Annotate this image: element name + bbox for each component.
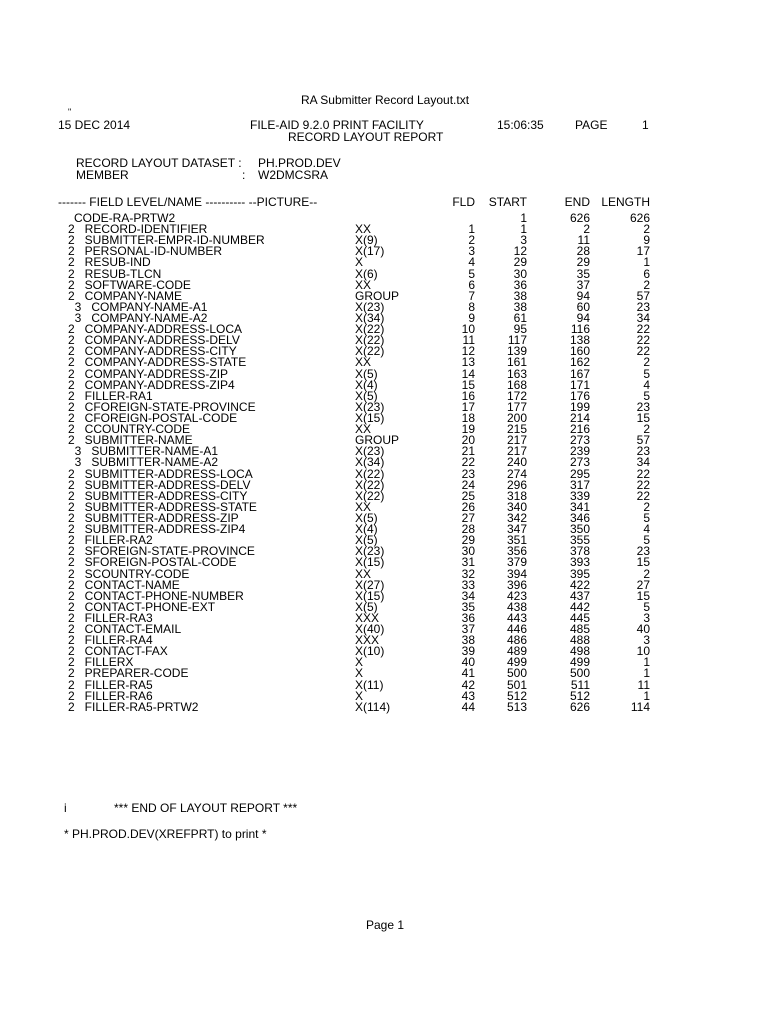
- field-length: 23: [636, 399, 650, 414]
- picture: X(4): [355, 377, 378, 392]
- end-position: 2: [583, 222, 590, 237]
- picture: X(9): [355, 233, 378, 248]
- picture: XX: [355, 355, 372, 370]
- field-number: 14: [461, 366, 475, 381]
- picture: X(17): [355, 244, 385, 259]
- end-position: 273: [569, 433, 590, 448]
- field-name: 2 CONTACT-PHONE-EXT: [68, 599, 216, 614]
- field-length: 23: [636, 299, 650, 314]
- start-position: 38: [513, 288, 527, 303]
- field-length: 23: [636, 444, 650, 459]
- picture: X(22): [355, 322, 385, 337]
- field-name: 2 SFOREIGN-STATE-PROVINCE: [68, 544, 255, 559]
- field-name: 2 SUBMITTER-ADDRESS-STATE: [68, 499, 257, 514]
- field-number: 1: [468, 222, 475, 237]
- picture: XX: [355, 222, 372, 237]
- end-position: 35: [576, 266, 590, 281]
- picture: X(4): [355, 522, 378, 537]
- field-number: 29: [461, 533, 475, 548]
- field-length: 1: [643, 255, 650, 270]
- field-number: 9: [468, 310, 475, 325]
- dataset-value: PH.PROD.DEV: [258, 156, 341, 170]
- start-position: 36: [513, 277, 527, 292]
- field-length: 5: [643, 388, 650, 403]
- start-position: 161: [506, 355, 527, 370]
- member-colon: :: [242, 168, 246, 182]
- end-of-report: *** END OF LAYOUT REPORT ***: [114, 801, 298, 815]
- picture: XX: [355, 422, 372, 437]
- field-name: 2 SUBMITTER-EMPR-ID-NUMBER: [68, 233, 265, 248]
- field-number: 36: [461, 610, 475, 625]
- picture: XX: [355, 277, 372, 292]
- field-name: 3 COMPANY-NAME-A2: [68, 310, 208, 325]
- field-length: 2: [643, 222, 650, 237]
- field-name: 2 RESUB-IND: [68, 255, 151, 270]
- field-length: 22: [636, 488, 650, 503]
- field-name: 2 FILLER-RA2: [68, 533, 153, 548]
- field-length: 40: [636, 622, 650, 637]
- start-position: 117: [507, 333, 527, 348]
- field-name: 2 FILLER-RA5-PRTW2: [68, 699, 199, 714]
- end-position: 350: [569, 522, 590, 537]
- page-label: PAGE: [575, 118, 608, 132]
- field-name: 2 CONTACT-EMAIL: [68, 622, 182, 637]
- field-length: 34: [636, 455, 650, 470]
- field-name: 3 SUBMITTER-NAME-A1: [68, 444, 219, 459]
- start-position: 168: [506, 377, 527, 392]
- field-number: 16: [461, 388, 475, 403]
- picture: X(27): [355, 577, 385, 592]
- start-position: 172: [506, 388, 527, 403]
- start-position: 446: [506, 622, 527, 637]
- end-position: 499: [569, 655, 590, 670]
- end-position: 378: [569, 544, 590, 559]
- picture: X(5): [355, 388, 378, 403]
- field-number: 22: [461, 455, 475, 470]
- start-position: 489: [506, 644, 527, 659]
- field-number: 6: [468, 277, 475, 292]
- start-position: 347: [506, 522, 527, 537]
- end-position: 29: [576, 255, 590, 270]
- start-position: 217: [506, 444, 527, 459]
- field-length: 34: [636, 310, 650, 325]
- field-name: 2 COMPANY-ADDRESS-STATE: [68, 355, 247, 370]
- field-length: 2: [643, 277, 650, 292]
- start-position: 200: [506, 410, 527, 425]
- field-length: 22: [636, 466, 650, 481]
- end-position: 341: [569, 499, 590, 514]
- field-name: 2 SCOUNTRY-CODE: [68, 566, 190, 581]
- field-number: 26: [461, 499, 475, 514]
- field-name: 3 COMPANY-NAME-A1: [68, 299, 208, 314]
- field-length: 27: [636, 577, 650, 592]
- field-length: 23: [636, 544, 650, 559]
- picture: X(22): [355, 333, 385, 348]
- picture: X(22): [355, 477, 385, 492]
- end-position: 216: [569, 422, 590, 437]
- field-name: 2 COMPANY-ADDRESS-LOCA: [68, 322, 243, 337]
- start-position: 513: [506, 699, 527, 714]
- field-length: 4: [643, 377, 650, 392]
- end-position: 214: [569, 410, 590, 425]
- column-header-start: START: [488, 195, 527, 209]
- dataset-label: RECORD LAYOUT DATASET :: [76, 156, 242, 170]
- field-name: 2 SUBMITTER-ADDRESS-ZIP: [68, 510, 239, 525]
- field-number: 41: [461, 666, 475, 681]
- field-name: 2 RECORD-IDENTIFIER: [68, 222, 208, 237]
- field-length: 15: [636, 588, 650, 603]
- start-position: 3: [520, 233, 527, 248]
- start-position: 296: [506, 477, 527, 492]
- picture: X(15): [355, 410, 385, 425]
- field-number: 8: [468, 299, 475, 314]
- field-number: 7: [468, 288, 475, 303]
- end-position: 626: [569, 699, 590, 714]
- field-length: 17: [636, 244, 650, 259]
- field-number: 40: [461, 655, 475, 670]
- field-length: 22: [636, 333, 650, 348]
- field-number: 28: [461, 522, 475, 537]
- report-title: RECORD LAYOUT REPORT: [288, 130, 444, 144]
- field-name: 2 CCOUNTRY-CODE: [68, 422, 191, 437]
- start-position: 443: [506, 610, 527, 625]
- picture: X(5): [355, 533, 378, 548]
- field-name: 2 COMPANY-ADDRESS-ZIP: [68, 366, 229, 381]
- start-position: 177: [506, 399, 527, 414]
- field-length: 22: [636, 477, 650, 492]
- start-position: 438: [506, 599, 527, 614]
- field-number: 27: [461, 510, 475, 525]
- field-number: 5: [468, 266, 475, 281]
- field-number: 18: [461, 410, 475, 425]
- picture: GROUP: [355, 288, 400, 303]
- end-position: 512: [569, 688, 590, 703]
- picture: X(15): [355, 555, 385, 570]
- field-length: 5: [643, 366, 650, 381]
- picture: X(15): [355, 588, 385, 603]
- field-number: 20: [461, 433, 475, 448]
- field-name: 2 CFOREIGN-STATE-PROVINCE: [68, 399, 256, 414]
- field-name: 2 COMPANY-NAME: [68, 288, 183, 303]
- end-position: 339: [569, 488, 590, 503]
- field-number: 23: [461, 466, 475, 481]
- field-name: 2 FILLER-RA3: [68, 610, 153, 625]
- field-name: 2 SUBMITTER-ADDRESS-DELV: [68, 477, 251, 492]
- field-name: 2 RESUB-TLCN: [68, 266, 162, 281]
- field-length: 57: [636, 288, 650, 303]
- picture: X(6): [355, 266, 378, 281]
- document-title: RA Submitter Record Layout.txt: [300, 93, 470, 107]
- column-header-length: LENGTH: [601, 195, 650, 209]
- picture: X: [355, 255, 364, 270]
- field-name: 2 SUBMITTER-ADDRESS-ZIP4: [68, 522, 246, 537]
- end-position: 355: [569, 533, 590, 548]
- end-position: 273: [569, 455, 590, 470]
- field-name: 2 CFOREIGN-POSTAL-CODE: [68, 410, 238, 425]
- picture: X(34): [355, 455, 385, 470]
- picture: X(23): [355, 444, 385, 459]
- field-name: 2 SUBMITTER-ADDRESS-LOCA: [68, 466, 253, 481]
- start-position: 340: [506, 499, 527, 514]
- picture: X(22): [355, 488, 385, 503]
- column-header-fld: FLD: [452, 195, 475, 209]
- field-name: 3 SUBMITTER-NAME-A2: [68, 455, 219, 470]
- field-name: 2 FILLER-RA6: [68, 688, 153, 703]
- field-length: 22: [636, 344, 650, 359]
- end-position: 160: [569, 344, 590, 359]
- start-position: 1: [520, 211, 527, 225]
- field-number: 32: [461, 566, 475, 581]
- field-number: 33: [461, 577, 475, 592]
- field-name: 2 SUBMITTER-NAME: [68, 433, 193, 448]
- start-position: 351: [506, 533, 527, 548]
- field-number: 25: [461, 488, 475, 503]
- start-position: 215: [506, 422, 527, 437]
- end-position: 116: [570, 322, 590, 337]
- end-position: 511: [570, 677, 590, 692]
- field-number: 17: [461, 399, 475, 414]
- field-name: 2 FILLER-RA4: [68, 633, 153, 648]
- field-name: 2 SFOREIGN-POSTAL-CODE: [68, 555, 237, 570]
- field-name: 2 SOFTWARE-CODE: [68, 277, 191, 292]
- start-position: 500: [506, 666, 527, 681]
- start-position: 379: [506, 555, 527, 570]
- start-position: 61: [513, 310, 527, 325]
- field-length: 10: [636, 644, 650, 659]
- picture: X(22): [355, 466, 385, 481]
- end-position: 346: [569, 510, 590, 525]
- picture: X(23): [355, 399, 385, 414]
- xref-instruction: * PH.PROD.DEV(XREFPRT) to print *: [64, 827, 267, 841]
- end-position: 176: [569, 388, 590, 403]
- end-position: 11: [577, 233, 590, 248]
- end-position: 626: [569, 211, 590, 225]
- field-name: 2 COMPANY-ADDRESS-ZIP4: [68, 377, 235, 392]
- field-name: 2 CONTACT-NAME: [68, 577, 180, 592]
- field-name: 2 FILLER-RA1: [68, 388, 153, 403]
- field-number: 34: [461, 588, 475, 603]
- field-number: 11: [462, 333, 475, 348]
- field-length: 6: [643, 266, 650, 281]
- start-position: 38: [513, 299, 527, 314]
- field-name: 2 CONTACT-PHONE-NUMBER: [68, 588, 244, 603]
- end-position: 199: [569, 399, 590, 414]
- field-number: 15: [461, 377, 475, 392]
- field-length: 5: [643, 599, 650, 614]
- field-length: 57: [636, 433, 650, 448]
- end-position: 488: [569, 633, 590, 648]
- end-position: 445: [569, 610, 590, 625]
- table-row: [0, 699, 770, 714]
- start-position: 394: [506, 566, 527, 581]
- start-position: 95: [513, 322, 527, 337]
- picture: XXX: [355, 633, 380, 648]
- end-position: 437: [569, 588, 590, 603]
- picture: X(5): [355, 510, 378, 525]
- end-position: 94: [576, 288, 590, 303]
- picture: X(22): [355, 344, 385, 359]
- picture: X(114): [355, 699, 391, 714]
- end-position: 317: [569, 477, 590, 492]
- picture: X(23): [355, 544, 385, 559]
- field-number: 35: [461, 599, 475, 614]
- start-position: 499: [506, 655, 527, 670]
- end-position: 162: [569, 355, 590, 370]
- end-marker: i: [64, 801, 67, 815]
- field-name: 2 COMPANY-ADDRESS-DELV: [68, 333, 240, 348]
- end-position: 37: [576, 277, 590, 292]
- field-length: 114: [630, 699, 650, 714]
- field-number: 44: [461, 699, 475, 714]
- end-position: 167: [569, 366, 590, 381]
- field-name: CODE-RA-PRTW2: [74, 211, 176, 225]
- end-position: 485: [569, 622, 590, 637]
- field-number: 3: [468, 244, 475, 259]
- end-position: 498: [569, 644, 590, 659]
- end-position: 442: [569, 599, 590, 614]
- end-position: 393: [569, 555, 590, 570]
- field-number: 31: [461, 555, 475, 570]
- start-position: 486: [506, 633, 527, 648]
- field-length: 3: [643, 610, 650, 625]
- end-position: 171: [569, 377, 590, 392]
- field-length: 22: [636, 322, 650, 337]
- end-position: 28: [576, 244, 590, 259]
- field-number: 43: [461, 688, 475, 703]
- start-position: 1: [520, 222, 527, 237]
- field-name: 2 PERSONAL-ID-NUMBER: [68, 244, 223, 259]
- field-number: 4: [468, 255, 475, 270]
- end-position: 239: [569, 444, 590, 459]
- member-value: W2DMCSRA: [258, 168, 329, 182]
- field-length: 1: [643, 688, 650, 703]
- start-position: 423: [506, 588, 527, 603]
- picture: X: [355, 666, 364, 681]
- field-number: 42: [461, 677, 475, 692]
- field-length: 1: [643, 666, 650, 681]
- start-position: 30: [513, 266, 527, 281]
- field-number: 24: [461, 477, 475, 492]
- start-position: 274: [506, 466, 527, 481]
- facility-title: FILE-AID 9.2.0 PRINT FACILITY: [250, 118, 424, 132]
- report-time: 15:06:35: [497, 118, 544, 132]
- start-position: 512: [506, 688, 527, 703]
- end-position: 500: [569, 666, 590, 681]
- picture: X(11): [355, 677, 384, 692]
- picture: X: [355, 688, 364, 703]
- field-number: 12: [461, 344, 475, 359]
- end-position: 94: [576, 310, 590, 325]
- start-position: 396: [506, 577, 527, 592]
- member-label: MEMBER: [76, 168, 129, 182]
- field-name: 2 PREPARER-CODE: [68, 666, 189, 681]
- start-position: 501: [506, 677, 527, 692]
- start-position: 342: [506, 510, 527, 525]
- picture: X(40): [355, 622, 385, 637]
- field-length: 2: [643, 566, 650, 581]
- field-length: 5: [643, 510, 650, 525]
- field-number: 39: [461, 644, 475, 659]
- field-number: 21: [461, 444, 475, 459]
- picture: X(10): [355, 644, 385, 659]
- picture: XX: [355, 499, 372, 514]
- field-name: 2 COMPANY-ADDRESS-CITY: [68, 344, 237, 359]
- field-number: 37: [461, 622, 475, 637]
- field-length: 2: [643, 422, 650, 437]
- end-position: 395: [569, 566, 590, 581]
- field-length: 11: [637, 677, 650, 692]
- start-position: 217: [506, 433, 527, 448]
- picture: X(23): [355, 299, 385, 314]
- end-position: 60: [576, 299, 590, 314]
- start-position: 12: [513, 244, 527, 259]
- field-name: 2 FILLERX: [68, 655, 134, 670]
- field-length: 1: [643, 655, 650, 670]
- column-header-field: ------- FIELD LEVEL/NAME ---------- --PICTURE--: [58, 195, 318, 209]
- field-length: 9: [643, 233, 650, 248]
- field-name: 2 CONTACT-FAX: [68, 644, 168, 659]
- picture: XX: [355, 566, 372, 581]
- start-position: 318: [506, 488, 527, 503]
- field-length: 3: [643, 633, 650, 648]
- picture: X: [355, 655, 364, 670]
- field-length: 15: [636, 410, 650, 425]
- field-number: 10: [461, 322, 475, 337]
- field-number: 2: [468, 233, 475, 248]
- start-position: 356: [506, 544, 527, 559]
- picture: XXX: [355, 610, 380, 625]
- quote-mark: ": [68, 107, 72, 117]
- field-name: 2 SUBMITTER-ADDRESS-CITY: [68, 488, 248, 503]
- field-number: 19: [461, 422, 475, 437]
- picture: X(34): [355, 310, 385, 325]
- page-footer: Page 1: [365, 918, 405, 932]
- picture: X(5): [355, 366, 378, 381]
- field-length: 2: [643, 355, 650, 370]
- report-date: 15 DEC 2014: [58, 118, 131, 132]
- field-number: 13: [461, 355, 475, 370]
- page-number: 1: [642, 118, 649, 132]
- end-position: 422: [569, 577, 590, 592]
- field-number: 38: [461, 633, 475, 648]
- field-length: 626: [629, 211, 650, 225]
- field-length: 5: [643, 533, 650, 548]
- start-position: 240: [506, 455, 527, 470]
- layout-table: [0, 213, 770, 713]
- field-length: 2: [643, 499, 650, 514]
- field-number: 30: [461, 544, 475, 559]
- field-length: 15: [636, 555, 650, 570]
- picture: X(5): [355, 599, 378, 614]
- column-header-end: END: [564, 195, 590, 209]
- start-position: 163: [506, 366, 527, 381]
- start-position: 139: [506, 344, 527, 359]
- start-position: 29: [513, 255, 527, 270]
- field-name: 2 FILLER-RA5: [68, 677, 153, 692]
- field-length: 4: [643, 522, 650, 537]
- end-position: 295: [569, 466, 590, 481]
- picture: GROUP: [355, 433, 400, 448]
- end-position: 138: [569, 333, 590, 348]
